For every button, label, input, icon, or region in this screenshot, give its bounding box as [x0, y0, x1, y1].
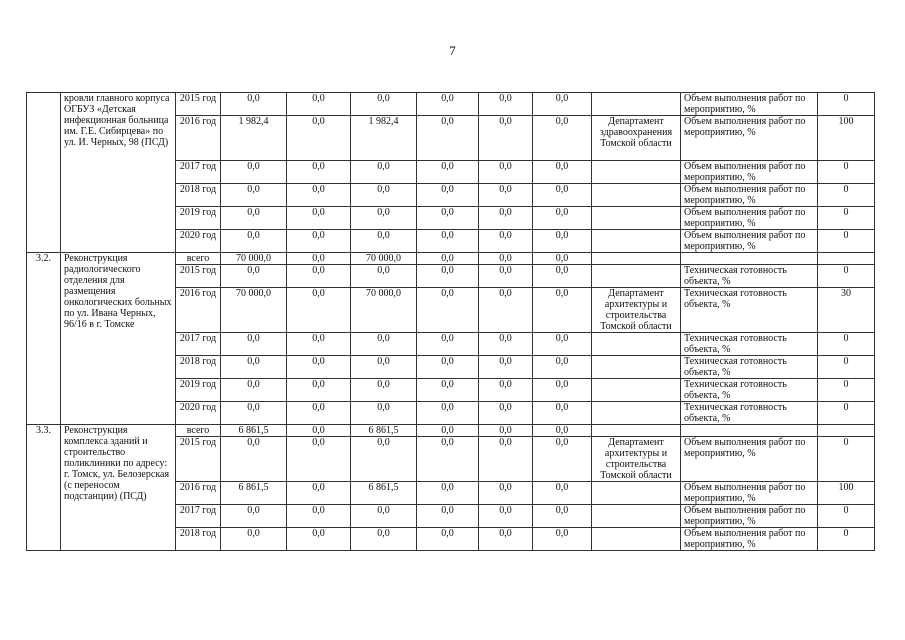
total-cell: 70 000,0: [221, 288, 287, 333]
department-cell: [592, 161, 681, 184]
total-cell: 6 861,5: [221, 425, 287, 437]
value-cell: 0,0: [479, 288, 533, 333]
indicator-cell: Объем выполнения работ по мероприятию, %: [681, 207, 818, 230]
value-cell: 0,0: [479, 184, 533, 207]
value-cell: 0,0: [417, 505, 479, 528]
year-cell: 2016 год: [176, 116, 221, 161]
indicator-value-cell: 0: [818, 265, 875, 288]
value-cell: 0,0: [417, 356, 479, 379]
indicator-value-cell: 0: [818, 402, 875, 425]
value-cell: 0,0: [417, 402, 479, 425]
indicator-value-cell: 0: [818, 230, 875, 253]
year-cell: 2016 год: [176, 288, 221, 333]
value-cell: 0,0: [533, 265, 592, 288]
indicator-cell: Объем выполнения работ по мероприятию, %: [681, 437, 818, 482]
value-cell: 0,0: [479, 207, 533, 230]
department-cell: [592, 184, 681, 207]
indicator-value-cell: 0: [818, 161, 875, 184]
indicator-cell: Техническая готовность объекта, %: [681, 333, 818, 356]
value-cell: 0,0: [533, 402, 592, 425]
value-cell: 0,0: [417, 265, 479, 288]
indicator-value-cell: [818, 253, 875, 265]
item-name: кровли главного корпуса ОГБУЗ «Детская инфекционная больница им. Г.Е. Сибирцева» по ул. И. Черных, 98 (ПСД): [61, 93, 176, 253]
indicator-value-cell: 0: [818, 379, 875, 402]
value-cell: 0,0: [479, 265, 533, 288]
value-cell: 6 861,5: [351, 482, 417, 505]
value-cell: 0,0: [479, 425, 533, 437]
value-cell: 0,0: [479, 230, 533, 253]
value-cell: 0,0: [287, 184, 351, 207]
value-cell: 0,0: [533, 230, 592, 253]
indicator-cell: Объем выполнения работ по мероприятию, %: [681, 93, 818, 116]
value-cell: 0,0: [533, 288, 592, 333]
value-cell: 0,0: [533, 333, 592, 356]
value-cell: 0,0: [287, 116, 351, 161]
indicator-cell: Техническая готовность объекта, %: [681, 379, 818, 402]
total-cell: 0,0: [221, 356, 287, 379]
year-cell: 2019 год: [176, 379, 221, 402]
department-cell: Департамент архитектуры и строительства Томской области: [592, 288, 681, 333]
page-number: 7: [449, 43, 456, 58]
year-cell: всего: [176, 253, 221, 265]
value-cell: 0,0: [533, 482, 592, 505]
value-cell: 0,0: [417, 253, 479, 265]
value-cell: 0,0: [287, 288, 351, 333]
item-name: Реконструкция комплекса зданий и строительство поликлиники по адресу: г. Томск, ул. Белозерская (с переносом подстанции) (ПСД): [61, 425, 176, 551]
value-cell: 0,0: [287, 253, 351, 265]
department-cell: [592, 333, 681, 356]
value-cell: 0,0: [287, 425, 351, 437]
value-cell: 0,0: [287, 505, 351, 528]
value-cell: 0,0: [287, 333, 351, 356]
value-cell: 0,0: [417, 437, 479, 482]
department-cell: [592, 93, 681, 116]
value-cell: 0,0: [351, 505, 417, 528]
value-cell: 0,0: [351, 333, 417, 356]
value-cell: 0,0: [533, 425, 592, 437]
indicator-value-cell: 100: [818, 482, 875, 505]
total-cell: 0,0: [221, 402, 287, 425]
department-cell: [592, 230, 681, 253]
value-cell: 0,0: [287, 265, 351, 288]
indicator-value-cell: 30: [818, 288, 875, 333]
value-cell: 0,0: [479, 253, 533, 265]
indicator-value-cell: 0: [818, 93, 875, 116]
indicator-value-cell: 0: [818, 528, 875, 551]
total-cell: 0,0: [221, 265, 287, 288]
indicator-value-cell: 0: [818, 184, 875, 207]
value-cell: 0,0: [351, 207, 417, 230]
program-table: [26, 92, 875, 551]
value-cell: 0,0: [417, 207, 479, 230]
value-cell: 0,0: [479, 333, 533, 356]
value-cell: 70 000,0: [351, 253, 417, 265]
value-cell: 70 000,0: [351, 288, 417, 333]
indicator-cell: [681, 253, 818, 265]
value-cell: 0,0: [533, 161, 592, 184]
value-cell: 0,0: [287, 356, 351, 379]
indicator-cell: Техническая готовность объекта, %: [681, 265, 818, 288]
indicator-value-cell: 0: [818, 505, 875, 528]
year-cell: 2015 год: [176, 437, 221, 482]
value-cell: 0,0: [287, 528, 351, 551]
item-number: 3.3.: [27, 425, 61, 551]
total-cell: 0,0: [221, 505, 287, 528]
total-cell: 70 000,0: [221, 253, 287, 265]
total-cell: 0,0: [221, 184, 287, 207]
indicator-cell: Техническая готовность объекта, %: [681, 402, 818, 425]
value-cell: 0,0: [417, 379, 479, 402]
value-cell: 0,0: [479, 161, 533, 184]
value-cell: 0,0: [417, 184, 479, 207]
total-cell: 0,0: [221, 93, 287, 116]
value-cell: 0,0: [417, 230, 479, 253]
department-cell: [592, 379, 681, 402]
value-cell: 0,0: [533, 505, 592, 528]
total-cell: 0,0: [221, 333, 287, 356]
year-cell: 2015 год: [176, 265, 221, 288]
total-cell: 0,0: [221, 379, 287, 402]
indicator-cell: Объем выполнения работ по мероприятию, %: [681, 161, 818, 184]
value-cell: 0,0: [351, 265, 417, 288]
value-cell: 0,0: [287, 161, 351, 184]
indicator-cell: Объем выполнения работ по мероприятию, %: [681, 505, 818, 528]
value-cell: 0,0: [287, 207, 351, 230]
value-cell: 0,0: [479, 437, 533, 482]
year-cell: 2019 год: [176, 207, 221, 230]
value-cell: 0,0: [287, 93, 351, 116]
value-cell: 6 861,5: [351, 425, 417, 437]
value-cell: 0,0: [479, 528, 533, 551]
indicator-cell: [681, 425, 818, 437]
department-cell: Департамент архитектуры и строительства Томской области: [592, 437, 681, 482]
department-cell: Департамент здравоохранения Томской области: [592, 116, 681, 161]
value-cell: 0,0: [351, 356, 417, 379]
indicator-value-cell: [818, 425, 875, 437]
total-cell: 1 982,4: [221, 116, 287, 161]
value-cell: 0,0: [351, 528, 417, 551]
value-cell: 0,0: [287, 379, 351, 402]
item-number: [27, 93, 61, 253]
value-cell: 0,0: [351, 161, 417, 184]
value-cell: 0,0: [351, 437, 417, 482]
indicator-cell: Объем выполнения работ по мероприятию, %: [681, 116, 818, 161]
indicator-value-cell: 0: [818, 333, 875, 356]
value-cell: 0,0: [533, 207, 592, 230]
value-cell: 0,0: [417, 288, 479, 333]
department-cell: [592, 528, 681, 551]
year-cell: 2015 год: [176, 93, 221, 116]
table-row: [27, 425, 875, 437]
value-cell: 0,0: [479, 482, 533, 505]
year-cell: 2017 год: [176, 333, 221, 356]
value-cell: 0,0: [479, 402, 533, 425]
year-cell: 2017 год: [176, 505, 221, 528]
indicator-value-cell: 100: [818, 116, 875, 161]
value-cell: 1 982,4: [351, 116, 417, 161]
value-cell: 0,0: [417, 528, 479, 551]
value-cell: 0,0: [533, 356, 592, 379]
indicator-cell: Техническая готовность объекта, %: [681, 356, 818, 379]
year-cell: всего: [176, 425, 221, 437]
value-cell: 0,0: [479, 356, 533, 379]
item-number: 3.2.: [27, 253, 61, 425]
year-cell: 2018 год: [176, 528, 221, 551]
department-cell: [592, 356, 681, 379]
value-cell: 0,0: [417, 116, 479, 161]
year-cell: 2020 год: [176, 230, 221, 253]
item-name: Реконструкция радиологического отделения для размещения онкологических больных по ул. Ивана Черных, 96/16 в г. Томске: [61, 253, 176, 425]
total-cell: 0,0: [221, 207, 287, 230]
department-cell: [592, 505, 681, 528]
year-cell: 2018 год: [176, 356, 221, 379]
value-cell: 0,0: [351, 184, 417, 207]
year-cell: 2020 год: [176, 402, 221, 425]
department-cell: [592, 425, 681, 437]
total-cell: 6 861,5: [221, 482, 287, 505]
department-cell: [592, 482, 681, 505]
value-cell: 0,0: [533, 93, 592, 116]
year-cell: 2018 год: [176, 184, 221, 207]
indicator-value-cell: 0: [818, 207, 875, 230]
value-cell: 0,0: [533, 379, 592, 402]
value-cell: 0,0: [351, 230, 417, 253]
value-cell: 0,0: [417, 161, 479, 184]
indicator-cell: Объем выполнения работ по мероприятию, %: [681, 230, 818, 253]
value-cell: 0,0: [417, 482, 479, 505]
total-cell: 0,0: [221, 437, 287, 482]
department-cell: [592, 207, 681, 230]
value-cell: 0,0: [479, 93, 533, 116]
value-cell: 0,0: [533, 253, 592, 265]
indicator-value-cell: 0: [818, 356, 875, 379]
value-cell: 0,0: [287, 437, 351, 482]
indicator-cell: Объем выполнения работ по мероприятию, %: [681, 184, 818, 207]
value-cell: 0,0: [479, 505, 533, 528]
value-cell: 0,0: [287, 482, 351, 505]
total-cell: 0,0: [221, 230, 287, 253]
value-cell: 0,0: [533, 437, 592, 482]
year-cell: 2016 год: [176, 482, 221, 505]
value-cell: 0,0: [533, 184, 592, 207]
value-cell: 0,0: [287, 230, 351, 253]
indicator-value-cell: 0: [818, 437, 875, 482]
department-cell: [592, 253, 681, 265]
table-row: [27, 93, 875, 116]
value-cell: 0,0: [351, 93, 417, 116]
indicator-cell: Объем выполнения работ по мероприятию, %: [681, 528, 818, 551]
value-cell: 0,0: [287, 402, 351, 425]
indicator-cell: Объем выполнения работ по мероприятию, %: [681, 482, 818, 505]
indicator-cell: Техническая готовность объекта, %: [681, 288, 818, 333]
total-cell: 0,0: [221, 528, 287, 551]
total-cell: 0,0: [221, 161, 287, 184]
value-cell: 0,0: [417, 425, 479, 437]
value-cell: 0,0: [417, 333, 479, 356]
value-cell: 0,0: [533, 528, 592, 551]
table-row: [27, 253, 875, 265]
year-cell: 2017 год: [176, 161, 221, 184]
value-cell: 0,0: [479, 116, 533, 161]
department-cell: [592, 265, 681, 288]
value-cell: 0,0: [351, 379, 417, 402]
department-cell: [592, 402, 681, 425]
value-cell: 0,0: [479, 379, 533, 402]
value-cell: 0,0: [533, 116, 592, 161]
value-cell: 0,0: [417, 93, 479, 116]
value-cell: 0,0: [351, 402, 417, 425]
